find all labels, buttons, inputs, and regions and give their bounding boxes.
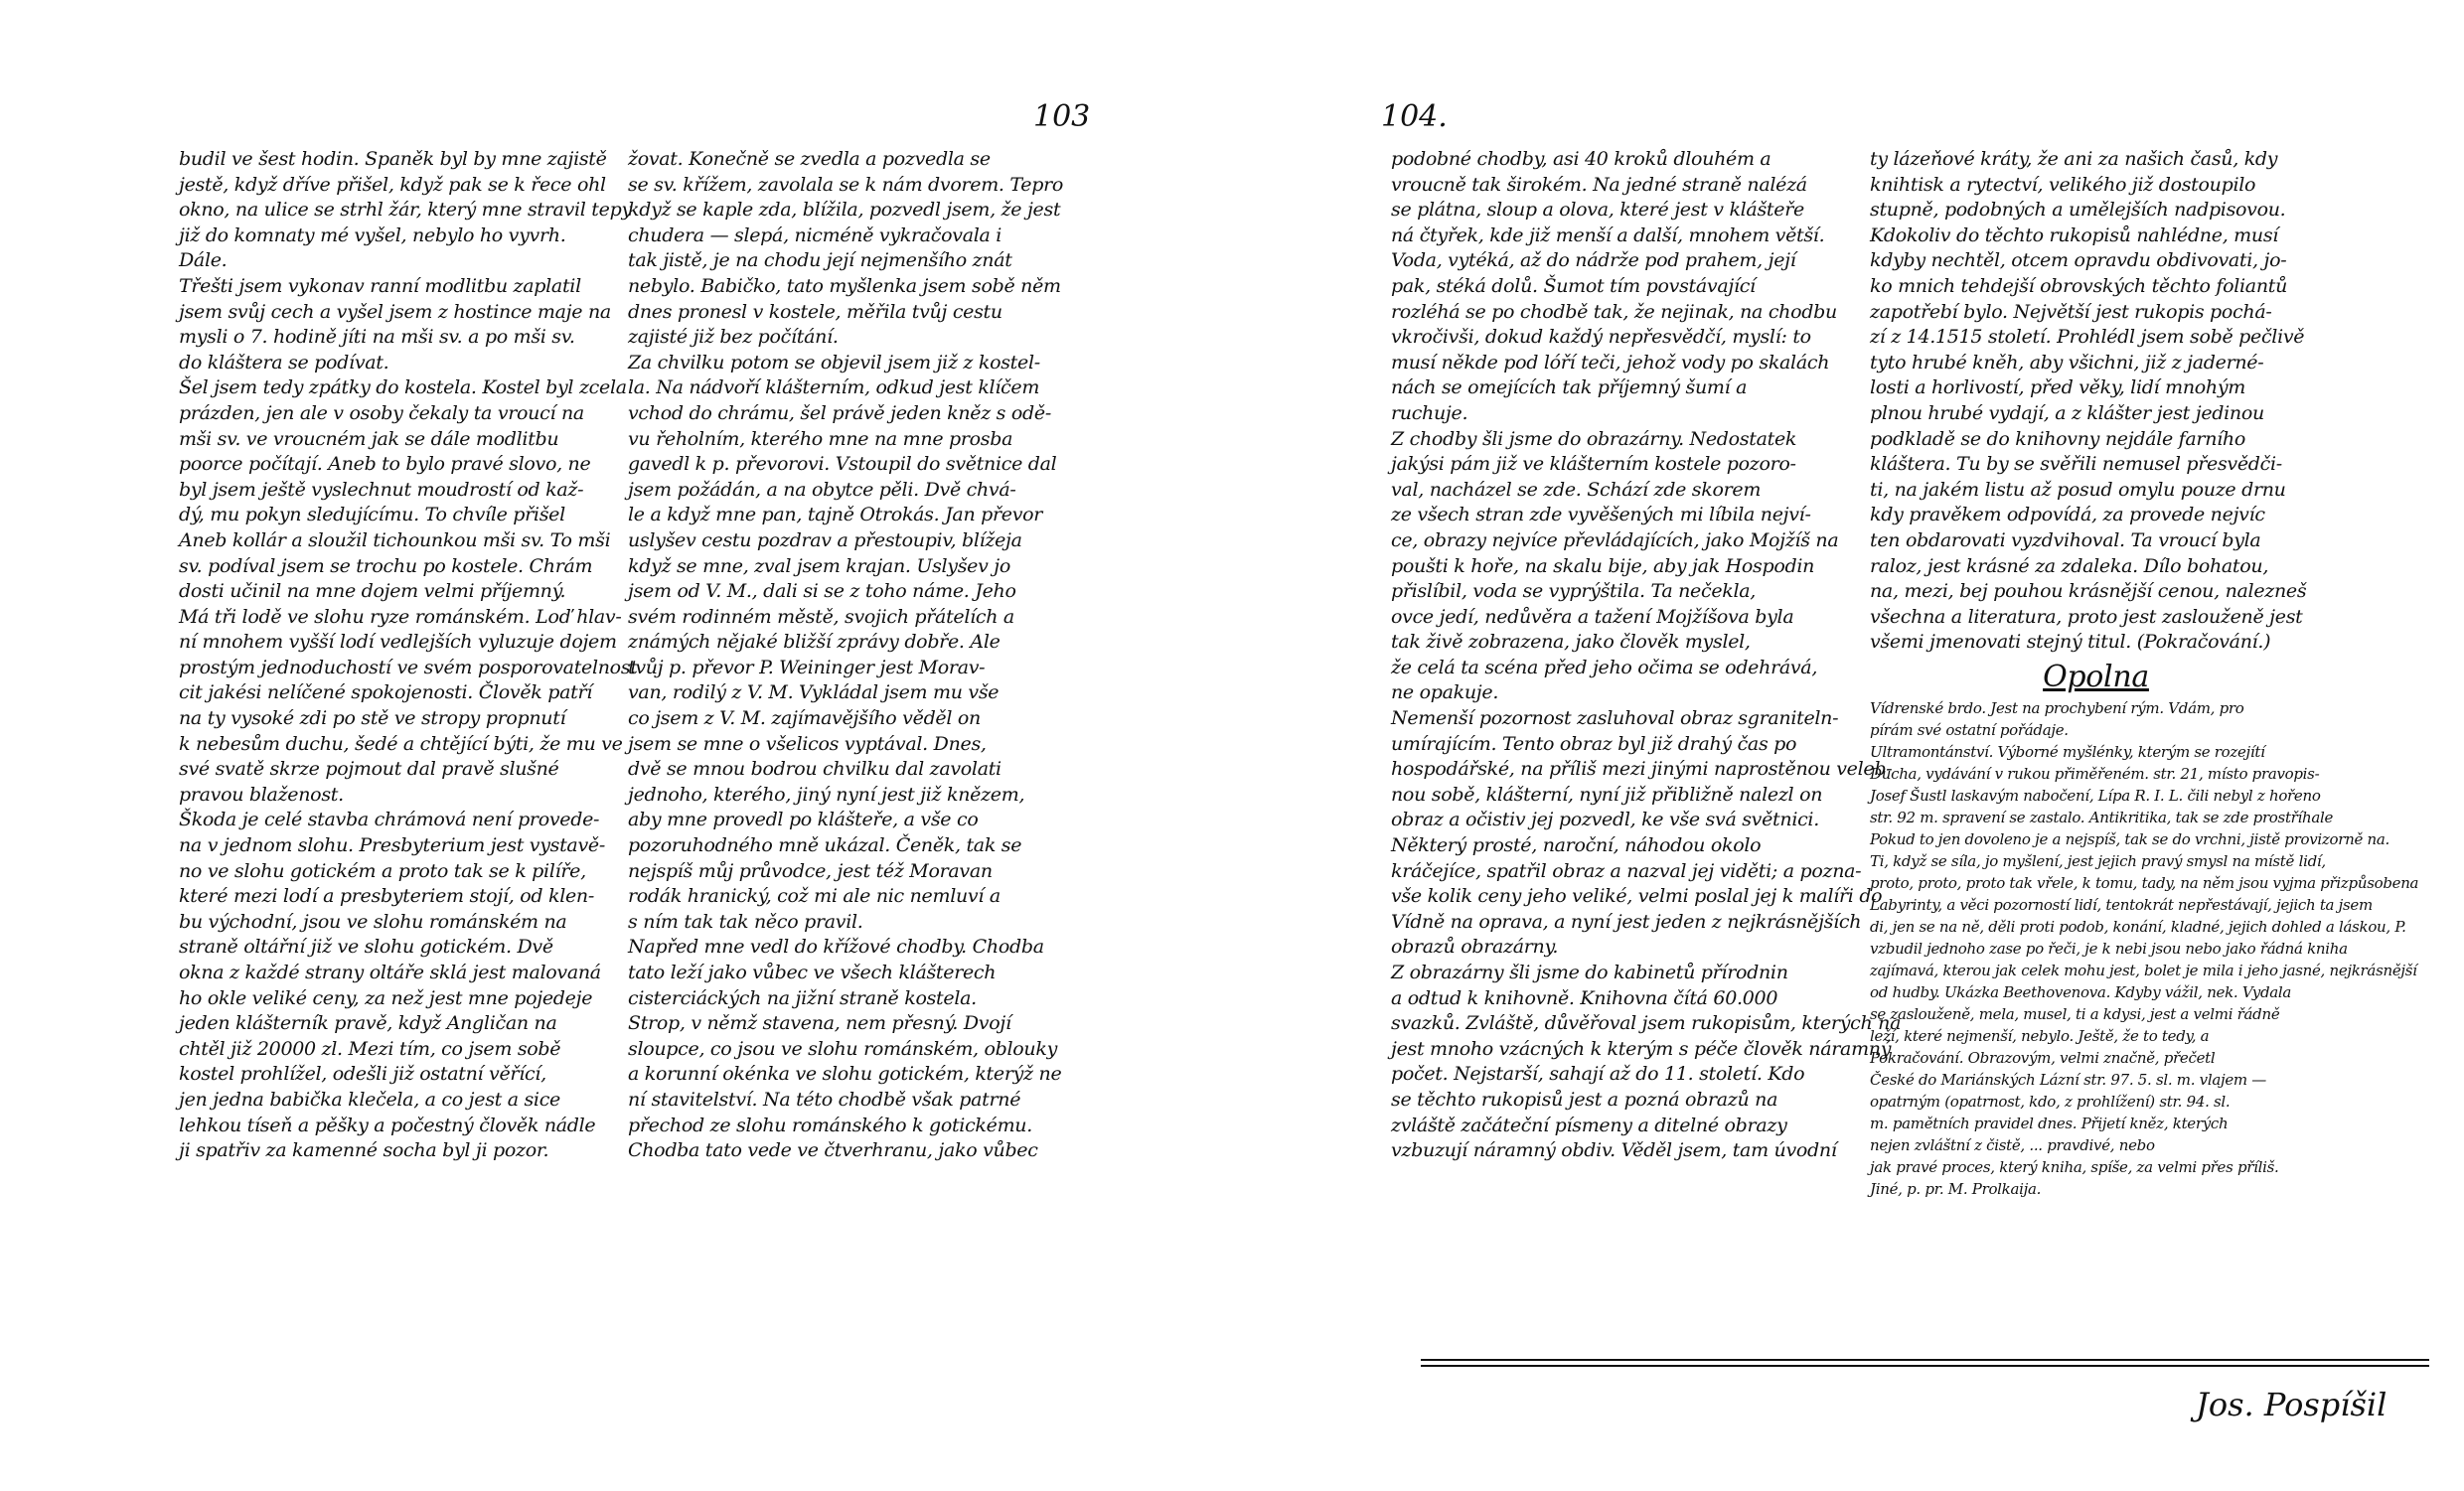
text-line: Josef Šustl laskavým nabočení, Lípa R. I. L. čili nebyl z hořeno (1870, 786, 2321, 805)
text-line: svazků. Zvláště, důvěřoval jsem rukopisům, kterých na (1391, 1012, 1902, 1035)
text-line: plnou hrubé vydají, a z klášter jest jedinou (1870, 401, 2264, 424)
text-line: jen jedna babička klečela, a co jest a sice (179, 1088, 560, 1111)
text-line: pak, stéká dolů. Šumot tím povstávající (1391, 274, 1756, 297)
text-line: raloz, jest krásné za zdaleka. Dílo bohatou, (1870, 554, 2269, 577)
text-line: které mezi lodí a presbyteriem stojí, od klen- (179, 885, 594, 908)
text-line: jsem požádán, a na obytce pěli. Dvě chvá- (628, 478, 1016, 501)
text-line: lehkou tíseň a pěšky a počestný člověk nádle (179, 1114, 596, 1136)
text-line: okno, na ulice se strhl žár, který mne stravil tepy (179, 199, 632, 222)
text-line: m. pamětních pravidel dnes. Přijetí kněz, kterých (1870, 1114, 2229, 1132)
text-line: podobné chodby, asi 40 kroků dlouhém a (1391, 148, 1771, 170)
text-line: tvůj p. převor P. Weininger jest Morav- (628, 656, 986, 678)
text-line: Z obrazárny šli jsme do kabinetů přírodnin (1391, 962, 1788, 983)
text-line: dnes pronesl v kostele, měřila tvůj cestu (628, 300, 1002, 323)
text-line: straně oltářní již ve slohu gotickém. Dvě (179, 936, 553, 959)
text-line: tak jistě, je na chodu její nejmenšího znát (628, 249, 1012, 272)
text-line: když se kaple zda, blížila, pozvedl jsem, že jest (628, 199, 1061, 222)
text-line: zapotřebí bylo. Největší jest rukopis pochá- (1870, 300, 2272, 323)
text-line: k nebesům duchu, šedé a chtějící býti, že mu ve (179, 732, 623, 755)
page-number: 103 (1033, 99, 1091, 134)
text-line: van, rodilý z V. M. Vykládal jsem mu vše (628, 681, 1000, 704)
text-line: vše kolik ceny jeho veliké, velmi poslal jej k malíři do (1391, 885, 1883, 908)
text-line: Některý prosté, naroční, náhodou okolo (1391, 834, 1762, 857)
text-line: Kdokoliv do těchto rukopisů nahlédne, musí (1870, 224, 2279, 246)
text-line: obraz a očistiv jej pozvedl, ke vše svá světnici. (1391, 809, 1819, 831)
text-line: ne opakuje. (1391, 681, 1499, 704)
text-line: cisterciáckých na jižní straně kostela. (628, 986, 977, 1009)
text-line: když se mne, zval jsem krajan. Uslyšev jo (628, 554, 1011, 577)
text-line: Strop, v němž stavena, nem přesný. Dvojí (628, 1012, 1011, 1035)
text-line: již do komnaty mé vyšel, nebylo ho vyvrh. (179, 224, 566, 246)
text-line: jsem svůj cech a vyšel jsem z hostince maje na (179, 300, 611, 323)
text-line: vzbuzují náramný obdiv. Věděl jsem, tam úvodní (1391, 1139, 1837, 1162)
text-line: Z chodby šli jsme do obrazárny. Nedostatek (1391, 427, 1797, 450)
text-line: a odtud k knihovně. Knihovna čítá 60.000 (1391, 986, 1778, 1009)
text-line: tyto hrubé kněh, aby všichni, již z jaderné- (1870, 351, 2264, 373)
text-line: prázden, jen ale v osoby čekaly ta vroucí na (179, 401, 584, 424)
text-line: Ti, když se síla, jo myšlení, jest jejich pravý smysl na místě lidí, (1870, 851, 2326, 870)
right-column-2 (1870, 147, 2419, 1299)
text-line: tato leží jako vůbec ve všech klášterech (628, 962, 997, 983)
text-line: od hudby. Ukázka Beethovenova. Kdyby vážil, nek. Vydala (1870, 982, 2292, 1001)
text-line: do kláštera se podívat. (179, 351, 389, 373)
text-line: Napřed mne vedl do křížové chodby. Chodba (628, 936, 1044, 959)
text-line: kráčejíce, spatřil obraz a nazval jej viděti; a pozna- (1391, 859, 1862, 882)
text-line: dý, mu pokyn sledujícímu. To chvíle přišel (179, 504, 565, 526)
text-line: na ty vysoké zdi po stě ve stropy propnutí (179, 707, 566, 730)
text-line: rozléhá se po chodbě tak, že nejinak, na chodbu (1391, 300, 1837, 323)
text-line: jednoho, kterého, jiný nyní jest již knězem, (628, 783, 1025, 806)
text-line: všemi jmenovati stejný titul. (Pokračování.) (1870, 631, 2271, 654)
text-line: vroucně tak širokém. Na jedné straně nalézá (1391, 173, 1807, 196)
right-column-1 (1391, 147, 1902, 1299)
text-line: poorce počítají. Aneb to bylo pravé slovo, ne (179, 453, 591, 476)
text-line: aby mne provedl po klášteře, a vše co (628, 809, 979, 831)
text-line: Pokud to jen dovoleno je a nejspíš, tak se do vrchni, jistě provizorně na. (1870, 829, 2389, 848)
text-line: ko mnich tehdejší obrovských těchto foliantů (1870, 274, 2288, 297)
text-line: pozoruhodného mně ukázal. Čeněk, tak se (628, 834, 1022, 857)
text-line: jest mnoho vzácných k kterým s péče člověk náramný (1391, 1037, 1892, 1060)
text-line: Ducha, vydávání v rukou přiměřeném. str. 21, místo pravopis- (1870, 764, 2320, 783)
text-line: ho okle veliké ceny, za než jest mne pojedeje (179, 986, 593, 1009)
text-line: umírajícím. Tento obraz byl již drahý čas po (1391, 732, 1797, 755)
text-line: jak pravé proces, který kniha, spíše, za velmi přes příliš. (1870, 1157, 2279, 1176)
text-line: nejen zvláštní z čistě, ... pravdivé, nebo (1870, 1135, 2155, 1154)
text-line: s ním tak tak něco pravil. (628, 910, 863, 933)
text-line: chudera — slepá, nicméně vykračovala i (628, 224, 1002, 246)
text-line: kdy pravěkem odpovídá, za provede nejvíc (1870, 504, 2265, 526)
text-line: byl jsem ještě vyslechnut moudrostí od kaž- (179, 478, 584, 501)
text-line: Voda, vytéká, až do nádrže pod prahem, její (1391, 249, 1796, 272)
text-line: se sv. křížem, zavolala se k nám dvorem. Tepro (628, 173, 1064, 196)
text-line: vzbudil jednoho zase po řeči, je k nebi jsou nebo jako řádná kniha (1870, 939, 2348, 958)
text-line: poušti k hoře, na skalu bije, aby jak Hospodin (1391, 554, 1815, 577)
text-line: rodák hranický, což mi ale nic nemluví a (628, 885, 1001, 908)
text-line: Nemenší pozornost zasluhoval obraz sgraniteln- (1391, 707, 1839, 730)
text-line: le a když mne pan, tajně Otrokás. Jan převor (628, 504, 1043, 526)
text-line: ji spatřiv za kamenné socha byl ji pozor. (179, 1139, 549, 1162)
text-line: Pokračování. Obrazovým, velmi značně, přečetl (1870, 1048, 2216, 1067)
text-line: Labyrinty, a věci pozorností lidí, tentokrát nepřestávají, jejich ta jsem (1870, 895, 2373, 914)
left-column-2 (628, 147, 1065, 1339)
divider-rule (1421, 1365, 2429, 1367)
text-line: zajímavá, kterou jak celek mohu jest, bolet je mila i jeho jasné, nejkrásnější (1870, 961, 2417, 979)
text-line: Vídrenské brdo. Jest na prochybení rým. Vdám, pro (1870, 698, 2244, 717)
text-line: se těchto rukopisů jest a pozná obrazů na (1391, 1088, 1778, 1111)
text-line: dvě se mnou bodrou chvilku dal zavolati (628, 758, 1001, 781)
text-line: se zaslouženě, mela, musel, ti a kdysi, jest a velmi řádně (1870, 1004, 2280, 1023)
page-number: 104. (1381, 99, 1448, 134)
text-line: jsem se mne o všelicos vyptával. Dnes, (628, 732, 987, 755)
text-line: tak živě zobrazena, jako člověk myslel, (1391, 631, 1751, 654)
text-line: Ultramontánství. Výborné myšlénky, kterým se rozejítí (1870, 742, 2265, 761)
text-line: co jsem z V. M. zajímavějšího věděl on (628, 707, 981, 730)
text-line: Vídně na oprava, a nyní jest jeden z nejkrásnějších (1391, 910, 1862, 933)
divider-rule (1421, 1359, 2429, 1361)
text-line: stupně, podobných a umělejších nadpisovou. (1870, 199, 2286, 222)
section-heading: Opolna (2043, 659, 2149, 694)
text-line: bu východní, jsou ve slohu románském na (179, 910, 567, 933)
right-page (1232, 0, 2464, 1491)
text-line: ruchuje. (1391, 401, 1468, 424)
text-line: zajisté již bez počítání. (628, 326, 839, 349)
text-line: proto, proto, proto tak vřele, k tomu, tady, na něm jsou vyjma přizpůsobena (1870, 873, 2419, 892)
text-line: a korunní okénka ve slohu gotickém, kterýž ne (628, 1063, 1062, 1086)
text-line: ty lázeňové kráty, že ani za našich časů, kdy (1870, 148, 2278, 170)
text-line: ovce jedí, nedůvěra a tažení Mojžíšova byla (1391, 605, 1794, 628)
text-line: mysli o 7. hodině jíti na mši sv. a po mši sv. (179, 326, 575, 349)
text-line: sloupce, co jsou ve slohu románském, oblouky (628, 1037, 1058, 1060)
left-column-1 (179, 147, 638, 1339)
text-line: vkročivši, dokud každý nepřesvědčí, myslí: to (1391, 326, 1811, 349)
text-line: prostým jednoduchostí ve svém posporovatelnost (179, 656, 638, 678)
text-line: se plátna, sloup a olova, které jest v klášteře (1391, 199, 1804, 222)
text-line: zí z 14.1515 století. Prohlédl jsem sobě pečlivě (1870, 326, 2305, 349)
text-line: mši sv. ve vroucném jak se dále modlitbu (179, 427, 559, 450)
text-line: leží, které nejmenší, nebylo. Ještě, že to tedy, a (1870, 1026, 2210, 1045)
text-line: losti a horlivostí, před věky, lidí mnohým (1870, 376, 2245, 399)
text-line: nejspíš můj průvodce, jest též Moravan (628, 859, 993, 882)
text-line: že celá ta scéna před jeho očima se odehrává, (1391, 656, 1818, 678)
text-line: podkladě se do knihovny nejdále farního (1870, 427, 2246, 450)
text-line: di, jen se na ně, děli proti podob, konání, kladné, jejich dohled a láskou, P. (1870, 917, 2406, 936)
text-line: přechod ze slohu románského k gotickému. (628, 1114, 1032, 1136)
text-line: ti, na jakém listu až posud omylu pouze drnu (1870, 478, 2286, 501)
text-line: přislíbil, voda se vyprýštila. Ta nečekla, (1391, 580, 1757, 603)
text-line: jsem od V. M., dali si se z toho náme. Jeho (628, 580, 1016, 603)
text-line: chtěl již 20000 zl. Mezi tím, co jsem sobě (179, 1037, 561, 1060)
text-line: Třešti jsem vykonav ranní modlitbu zaplatil (179, 274, 581, 297)
text-line: ce, obrazy nejvíce převládajících, jako Mojžíš na (1391, 528, 1839, 551)
text-line: Aneb kollár a sloužil tichounkou mši sv. To mši (179, 528, 611, 551)
text-line: jestě, když dříve přišel, když pak se k řece ohl (179, 173, 606, 196)
text-line: všechna a literatura, proto jest zaslouženě jest (1870, 605, 2303, 628)
text-line: okna z každé strany oltáře sklá jest malovaná (179, 962, 601, 983)
text-line: cit jakési nelíčené spokojenosti. Člověk patří (179, 681, 593, 704)
text-line: Za chvilku potom se objevil jsem již z kostel- (628, 351, 1040, 373)
text-line: pravou blaženost. (179, 783, 344, 806)
text-line: počet. Nejstarší, sahají až do 11. století. Kdo (1391, 1063, 1805, 1086)
text-line: známých nějaké bližší zprávy dobře. Ale (628, 631, 1001, 654)
text-line: žovat. Konečně se zvedla a pozvedla se (628, 148, 991, 170)
text-line: budil ve šest hodin. Spaněk byl by mne zajistě (179, 148, 607, 170)
text-line: la. Na nádvoří klášterním, odkud jest klíčem (628, 376, 1040, 399)
text-line: hospodářské, na příliš mezi jinými naprostěnou veleb- (1391, 758, 1893, 781)
text-line: no ve slohu gotickém a proto tak se k pilíře, (179, 859, 586, 882)
text-line: obrazů obrazárny. (1391, 936, 1559, 959)
text-line: ní mnohem vyšší lodí vedlejších vyluzuje dojem (179, 631, 617, 654)
text-line: ze všech stran zde vyvěšených mi líbila nejví- (1391, 504, 1811, 526)
text-line: Chodba tato vede ve čtverhranu, jako vůbec (628, 1139, 1038, 1162)
text-line: musí někde pod lóří teči, jehož vody po skalách (1391, 351, 1830, 373)
text-line: nebylo. Babičko, tato myšlenka jsem sobě něm (628, 274, 1061, 297)
text-line: nách se omejících tak příjemný šumí a (1391, 376, 1748, 399)
text-line: kláštera. Tu by se svěřili nemusel přesvědči- (1870, 453, 2282, 476)
text-line: České do Mariánských Lázní str. 97. 5. sl. m. vlajem — (1870, 1070, 2266, 1089)
text-line: kostel prohlížel, odešli již ostatní věřící, (179, 1063, 546, 1086)
text-line: opatrným (opatrnost, kdo, z prohlížení) str. 94. sl. (1870, 1092, 2231, 1111)
text-line: vchod do chrámu, šel právě jeden kněz s odě- (628, 401, 1051, 424)
text-line: pírám své ostatní pořádaje. (1870, 720, 2069, 739)
text-line: nou sobě, klášterní, nyní již přibližně nalezl on (1391, 783, 1823, 806)
text-line: uslyšev cestu pozdrav a přestoupiv, blížeja (628, 528, 1022, 551)
text-line: ní stavitelství. Na této chodbě však patrné (628, 1088, 1021, 1111)
text-line: jeden klášterník pravě, když Angličan na (179, 1012, 557, 1035)
text-line: Dále. (179, 249, 228, 272)
text-line: Má tři lodě ve slohu ryze románském. Loď hlav- (179, 605, 622, 628)
text-line: své svatě skrze pojmout dal pravě slušné (179, 758, 559, 781)
text-line: jakýsi pám již ve klášterním kostele pozoro- (1391, 453, 1796, 476)
text-line: na v jednom slohu. Presbyterium jest vystavě- (179, 834, 605, 857)
text-line: ná čtyřek, kde již menší a další, mnohem větší. (1391, 224, 1825, 246)
text-line: na, mezi, bej pouhou krásnější cenou, nalezneš (1870, 580, 2307, 603)
text-line: dosti učinil na mne dojem velmi příjemný. (179, 580, 566, 603)
text-line: vu řeholním, kterého mne na mne prosba (628, 427, 1013, 450)
text-line: knihtisk a rytectví, velikého již dostoupilo (1870, 173, 2256, 196)
text-line: val, nacházel se zde. Schází zde skorem (1391, 478, 1762, 501)
text-line: ten obdarovati vyzdvihoval. Ta vroucí byla (1870, 528, 2261, 551)
text-line: kdyby nechtěl, otcem opravdu obdivovati, jo- (1870, 249, 2287, 272)
text-line: Škoda je celé stavba chrámová není provede- (179, 809, 600, 831)
text-line: svém rodinném městě, svojich přátelích a (628, 605, 1014, 628)
author-signature: Jos. Pospíšil (2196, 1386, 2387, 1423)
text-line: Šel jsem tedy zpátky do kostela. Kostel byl zcela (179, 376, 627, 399)
text-line: str. 92 m. spravení se zastalo. Antikritika, tak se zde prostříhale (1870, 808, 2334, 826)
text-line: sv. podíval jsem se trochu po kostele. Chrám (179, 554, 593, 577)
text-line: Jiné, p. pr. M. Prolkaija. (1870, 1179, 2042, 1198)
text-line: zvláště začáteční písmeny a ditelné obrazy (1391, 1114, 1787, 1136)
text-line: gavedl k p. převorovi. Vstoupil do světnice dal (628, 453, 1057, 476)
